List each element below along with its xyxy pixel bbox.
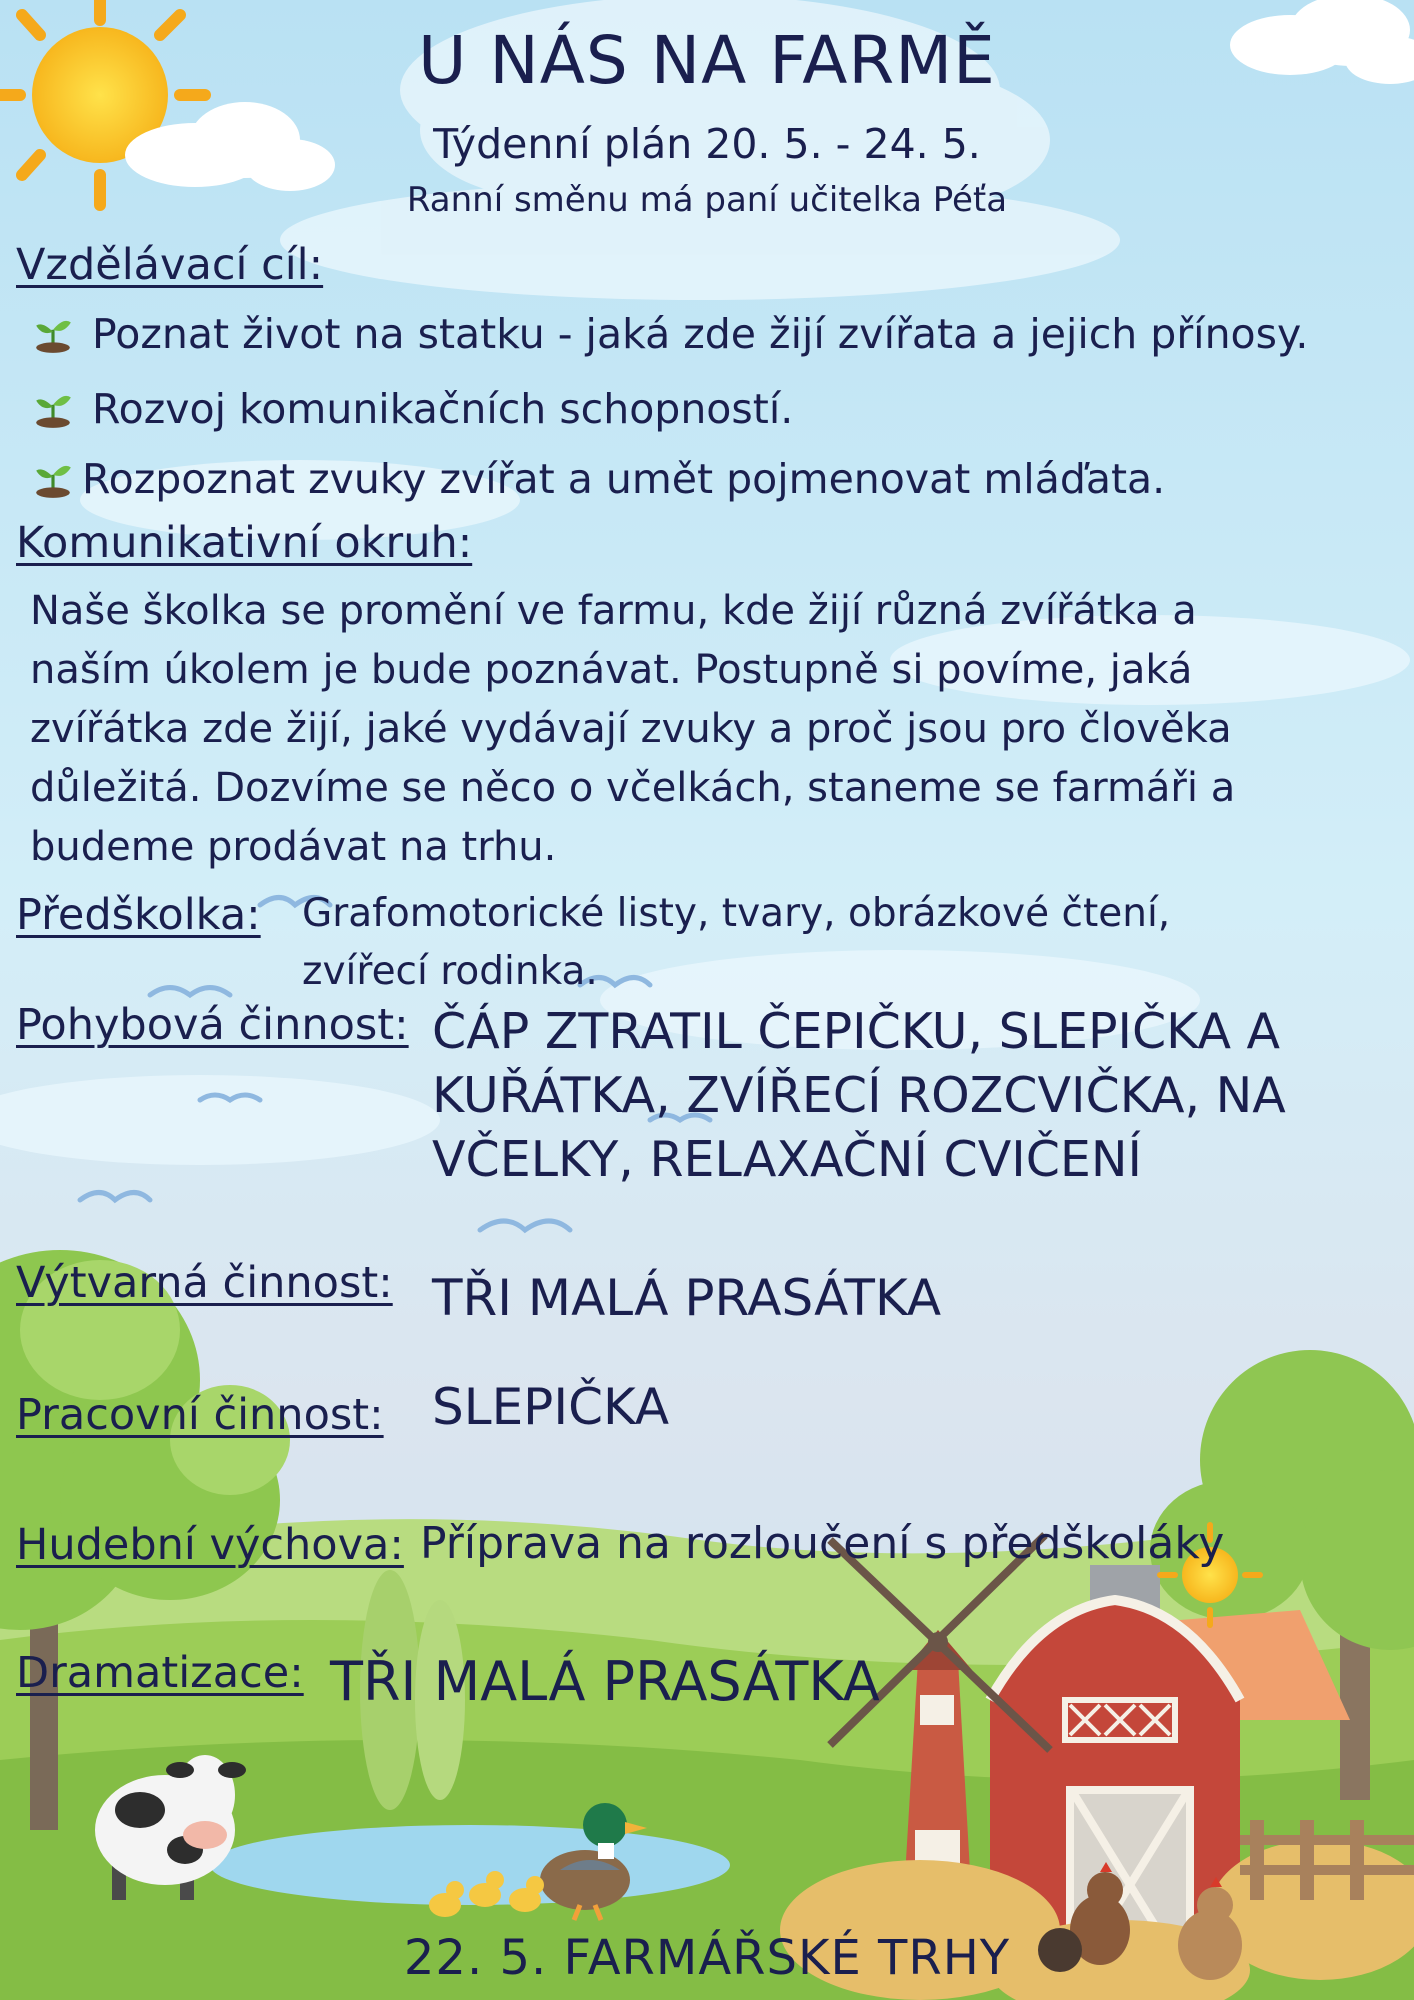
education-goal-heading: Vzdělávací cíl: xyxy=(16,240,324,290)
drama-value: TŘI MALÁ PRASÁTKA xyxy=(330,1650,880,1713)
movement-value xyxy=(432,1000,1286,1192)
paragraph-line: Naše školka se promění ve farmu, kde žijí různá zvířátka a xyxy=(30,588,1197,634)
sprout-icon xyxy=(32,458,74,500)
week-plan-dates: Týdenní plán 20. 5. - 24. 5. xyxy=(433,120,981,168)
value-line: Grafomotorické listy, tvary, obrázkové čtení, xyxy=(302,891,1171,936)
goal-item xyxy=(32,385,793,433)
drama-heading: Dramatizace: xyxy=(16,1648,304,1698)
art-value: TŘI MALÁ PRASÁTKA xyxy=(432,1269,942,1327)
preschool-heading: Předškolka: xyxy=(16,890,261,940)
work-heading: Pracovní činnost: xyxy=(16,1390,384,1440)
value-line: zvířecí rodinka. xyxy=(302,949,598,994)
communication-heading: Komunikativní okruh: xyxy=(16,518,473,568)
sprout-icon xyxy=(32,313,74,355)
music-value: Příprava na rozloučení s předškoláky xyxy=(420,1518,1225,1569)
paragraph-line: budeme prodávat na trhu. xyxy=(30,824,557,870)
goal-item-text: Poznat život na statku - jaká zde žijí zvířata a jejich přínosy. xyxy=(92,310,1309,358)
movement-heading: Pohybová činnost: xyxy=(16,1000,409,1050)
goal-item xyxy=(32,310,1308,358)
value-line: ČÁP ZTRATIL ČEPIČKU, SLEPIČKA A xyxy=(432,1003,1281,1060)
value-line: KUŘÁTKA, ZVÍŘECÍ ROZCVIČKA, NA xyxy=(432,1067,1286,1124)
farmers-market-event: 22. 5. FARMÁŘSKÉ TRHY xyxy=(403,1930,1011,1986)
goal-item-text: Rozvoj komunikačních schopností. xyxy=(92,385,794,433)
paragraph-line: naším úkolem je bude poznávat. Postupně si povíme, jaká xyxy=(30,647,1193,693)
paragraph-line: důležitá. Dozvíme se něco o včelkách, staneme se farmáři a xyxy=(30,765,1236,811)
goal-item xyxy=(32,455,1165,503)
work-value: SLEPIČKA xyxy=(432,1378,670,1436)
value-line: VČELKY, RELAXAČNÍ CVIČENÍ xyxy=(432,1131,1142,1188)
communication-paragraph xyxy=(30,582,1360,877)
sprout-icon xyxy=(32,388,74,430)
goal-item-text: Rozpoznat zvuky zvířat a umět pojmenovat mláďata. xyxy=(82,455,1166,503)
preschool-value xyxy=(302,885,1170,1001)
page-title: U NÁS NA FARMĚ xyxy=(418,22,996,99)
art-heading: Výtvarná činnost: xyxy=(16,1258,393,1308)
paragraph-line: zvířátka zde žijí, jaké vydávají zvuky a proč jsou pro člověka xyxy=(30,706,1232,752)
music-heading: Hudební výchova: xyxy=(16,1520,404,1570)
morning-shift-note: Ranní směnu má paní učitelka Péťa xyxy=(406,180,1008,220)
